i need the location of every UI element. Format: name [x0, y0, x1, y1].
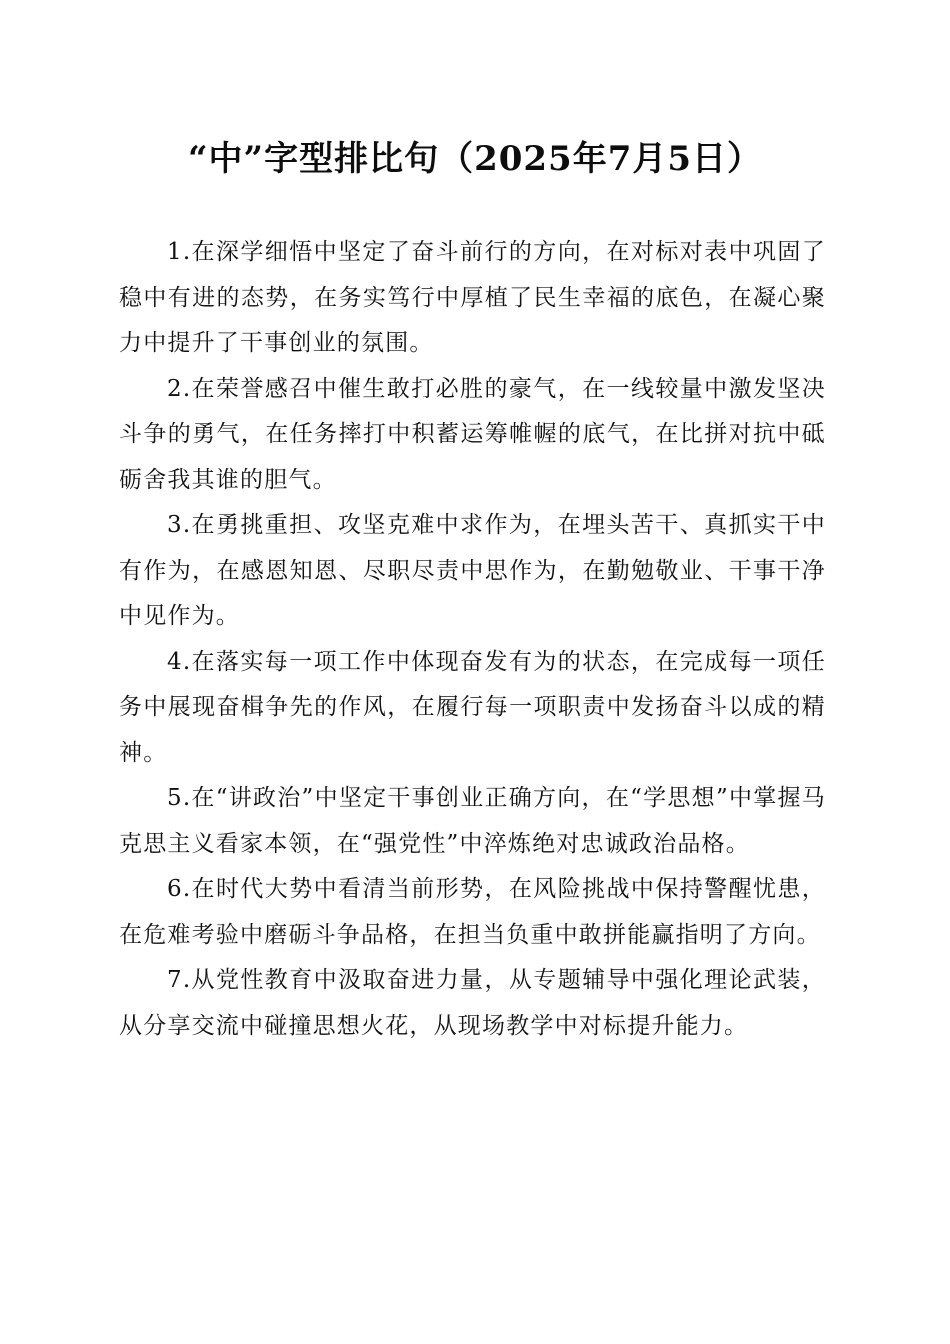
document-title: “中”字型排比句（2025年7月5日）: [187, 139, 763, 179]
paragraph-4: 4.在落实每一项工作中体现奋发有为的状态，在完成每一项任务中展现奋楫争先的作风，在履行每一项职责中发扬奋斗以成的精神。: [119, 648, 826, 766]
paragraph-5: 5.在“讲政治”中坚定干事创业正确方向，在“学思想”中掌握马克思主义看家本领，在“强党性”中淬炼绝对忠诚政治品格。: [119, 785, 826, 857]
document-body: [119, 230, 826, 1049]
paragraph-2: 2.在荣誉感召中催生敢打必胜的豪气，在一线较量中激发坚决斗争的勇气，在任务摔打中积蓄运筹帷幄的底气，在比拼对抗中砥砺舍我其谁的胆气。: [119, 375, 826, 493]
paragraph-6: 6.在时代大势中看清当前形势，在风险挑战中保持警醒忧患，在危难考验中磨砺斗争品格，在担当负重中敢拼能赢指明了方向。: [119, 876, 826, 948]
paragraph-3: 3.在勇挑重担、攻坚克难中求作为，在埋头苦干、真抓实干中有作为，在感恩知恩、尽职尽责中思作为，在勤勉敬业、干事干净中见作为。: [119, 512, 826, 629]
paragraph-1: 1.在深学细悟中坚定了奋斗前行的方向，在对标对表中巩固了稳中有进的态势，在务实笃行中厚植了民生幸福的底色，在凝心聚力中提升了干事创业的氛围。: [119, 239, 826, 356]
paragraph-7: 7.从党性教育中汲取奋进力量，从专题辅导中强化理论武装，从分享交流中碰撞思想火花，从现场教学中对标提升能力。: [119, 967, 826, 1039]
